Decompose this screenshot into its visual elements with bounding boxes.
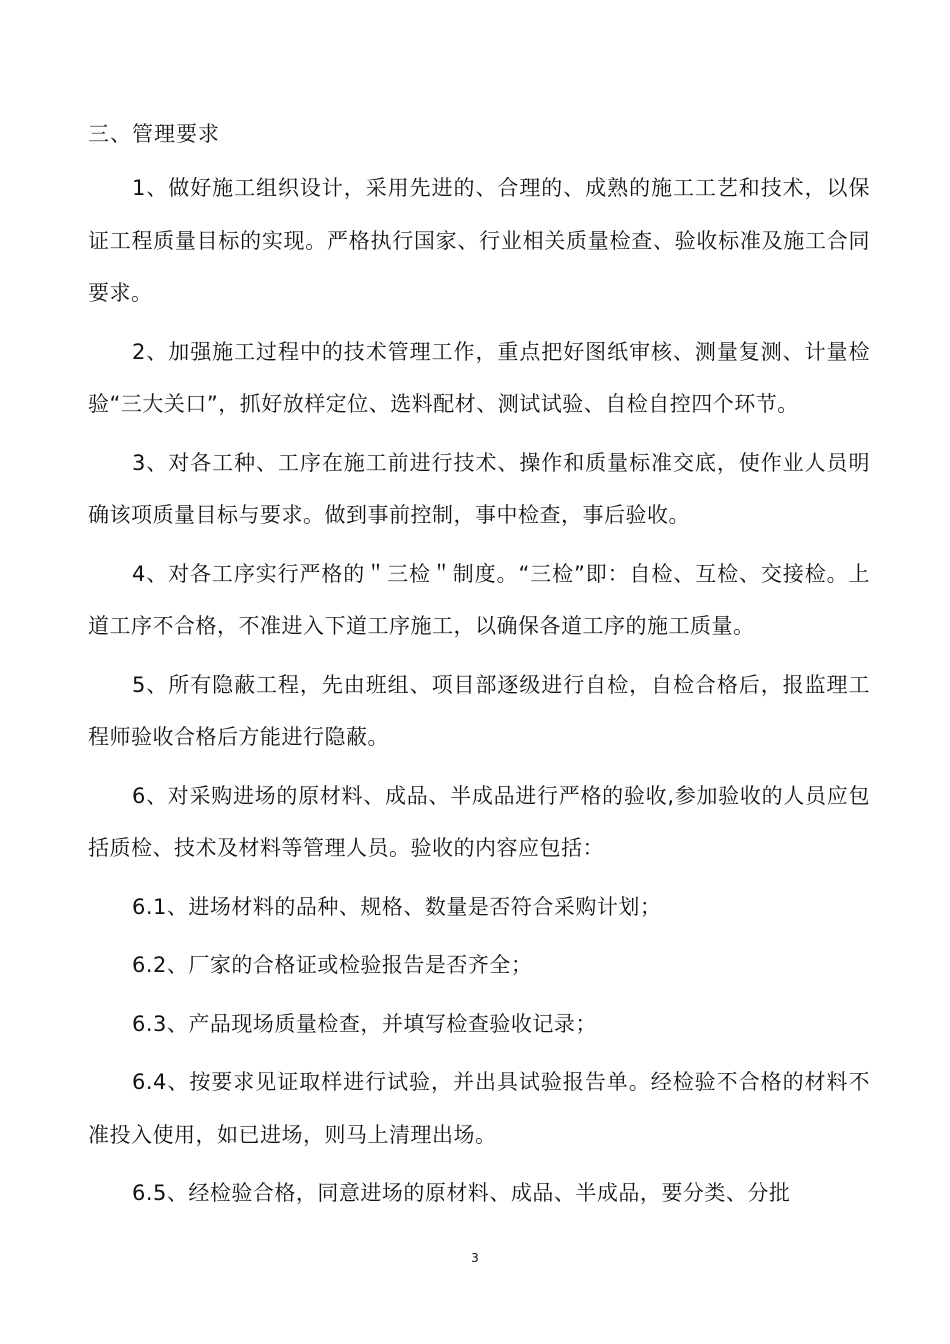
paragraph-2: 2、加强施工过程中的技术管理工作，重点把好图纸审核、测量复测、计量检验“三大关口”，抓好放样定位、选料配材、测试试验、自检自控四个环节。 bbox=[88, 339, 870, 416]
paragraph-6-3: 6.3、产品现场质量检查，并填写检查验收记录； bbox=[132, 1011, 597, 1036]
section-title: 三、管理要求 bbox=[88, 122, 220, 146]
page-number: 3 bbox=[471, 1251, 479, 1265]
paragraph-4: 4、对各工序实行严格的＂三检＂制度。“三检”即：自检、互检、交接检。上道工序不合格，不准进入下道工序施工，以确保各道工序的施工质量。 bbox=[88, 561, 870, 638]
document-body bbox=[88, 162, 870, 1226]
paragraph-6-4: 6.4、按要求见证取样进行试验，并出具试验报告单。经检验不合格的材料不准投入使用，如已进场，则马上清理出场。 bbox=[88, 1070, 870, 1147]
paragraph-6: 6、对采购进场的原材料、成品、半成品进行严格的验收,参加验收的人员应包括质检、技术及材料等管理人员。验收的内容应包括： bbox=[88, 783, 870, 860]
paragraph-3: 3、对各工种、工序在施工前进行技术、操作和质量标准交底，使作业人员明确该项质量目标与要求。做到事前控制，事中检查，事后验收。 bbox=[88, 450, 870, 527]
paragraph-1: 1、做好施工组织设计，采用先进的、合理的、成熟的施工工艺和技术，以保证工程质量目标的实现。严格执行国家、行业相关质量检查、验收标准及施工合同要求。 bbox=[88, 176, 870, 305]
paragraph-6-1: 6.1、进场材料的品种、规格、数量是否符合采购计划； bbox=[132, 894, 662, 919]
paragraph-6-5: 6.5、经检验合格，同意进场的原材料、成品、半成品，要分类、分批 bbox=[132, 1181, 791, 1205]
paragraph-5: 5、所有隐蔽工程，先由班组、项目部逐级进行自检，自检合格后，报监理工程师验收合格后方能进行隐蔽。 bbox=[88, 672, 870, 749]
paragraph-6-2: 6.2、厂家的合格证或检验报告是否齐全； bbox=[132, 953, 533, 977]
